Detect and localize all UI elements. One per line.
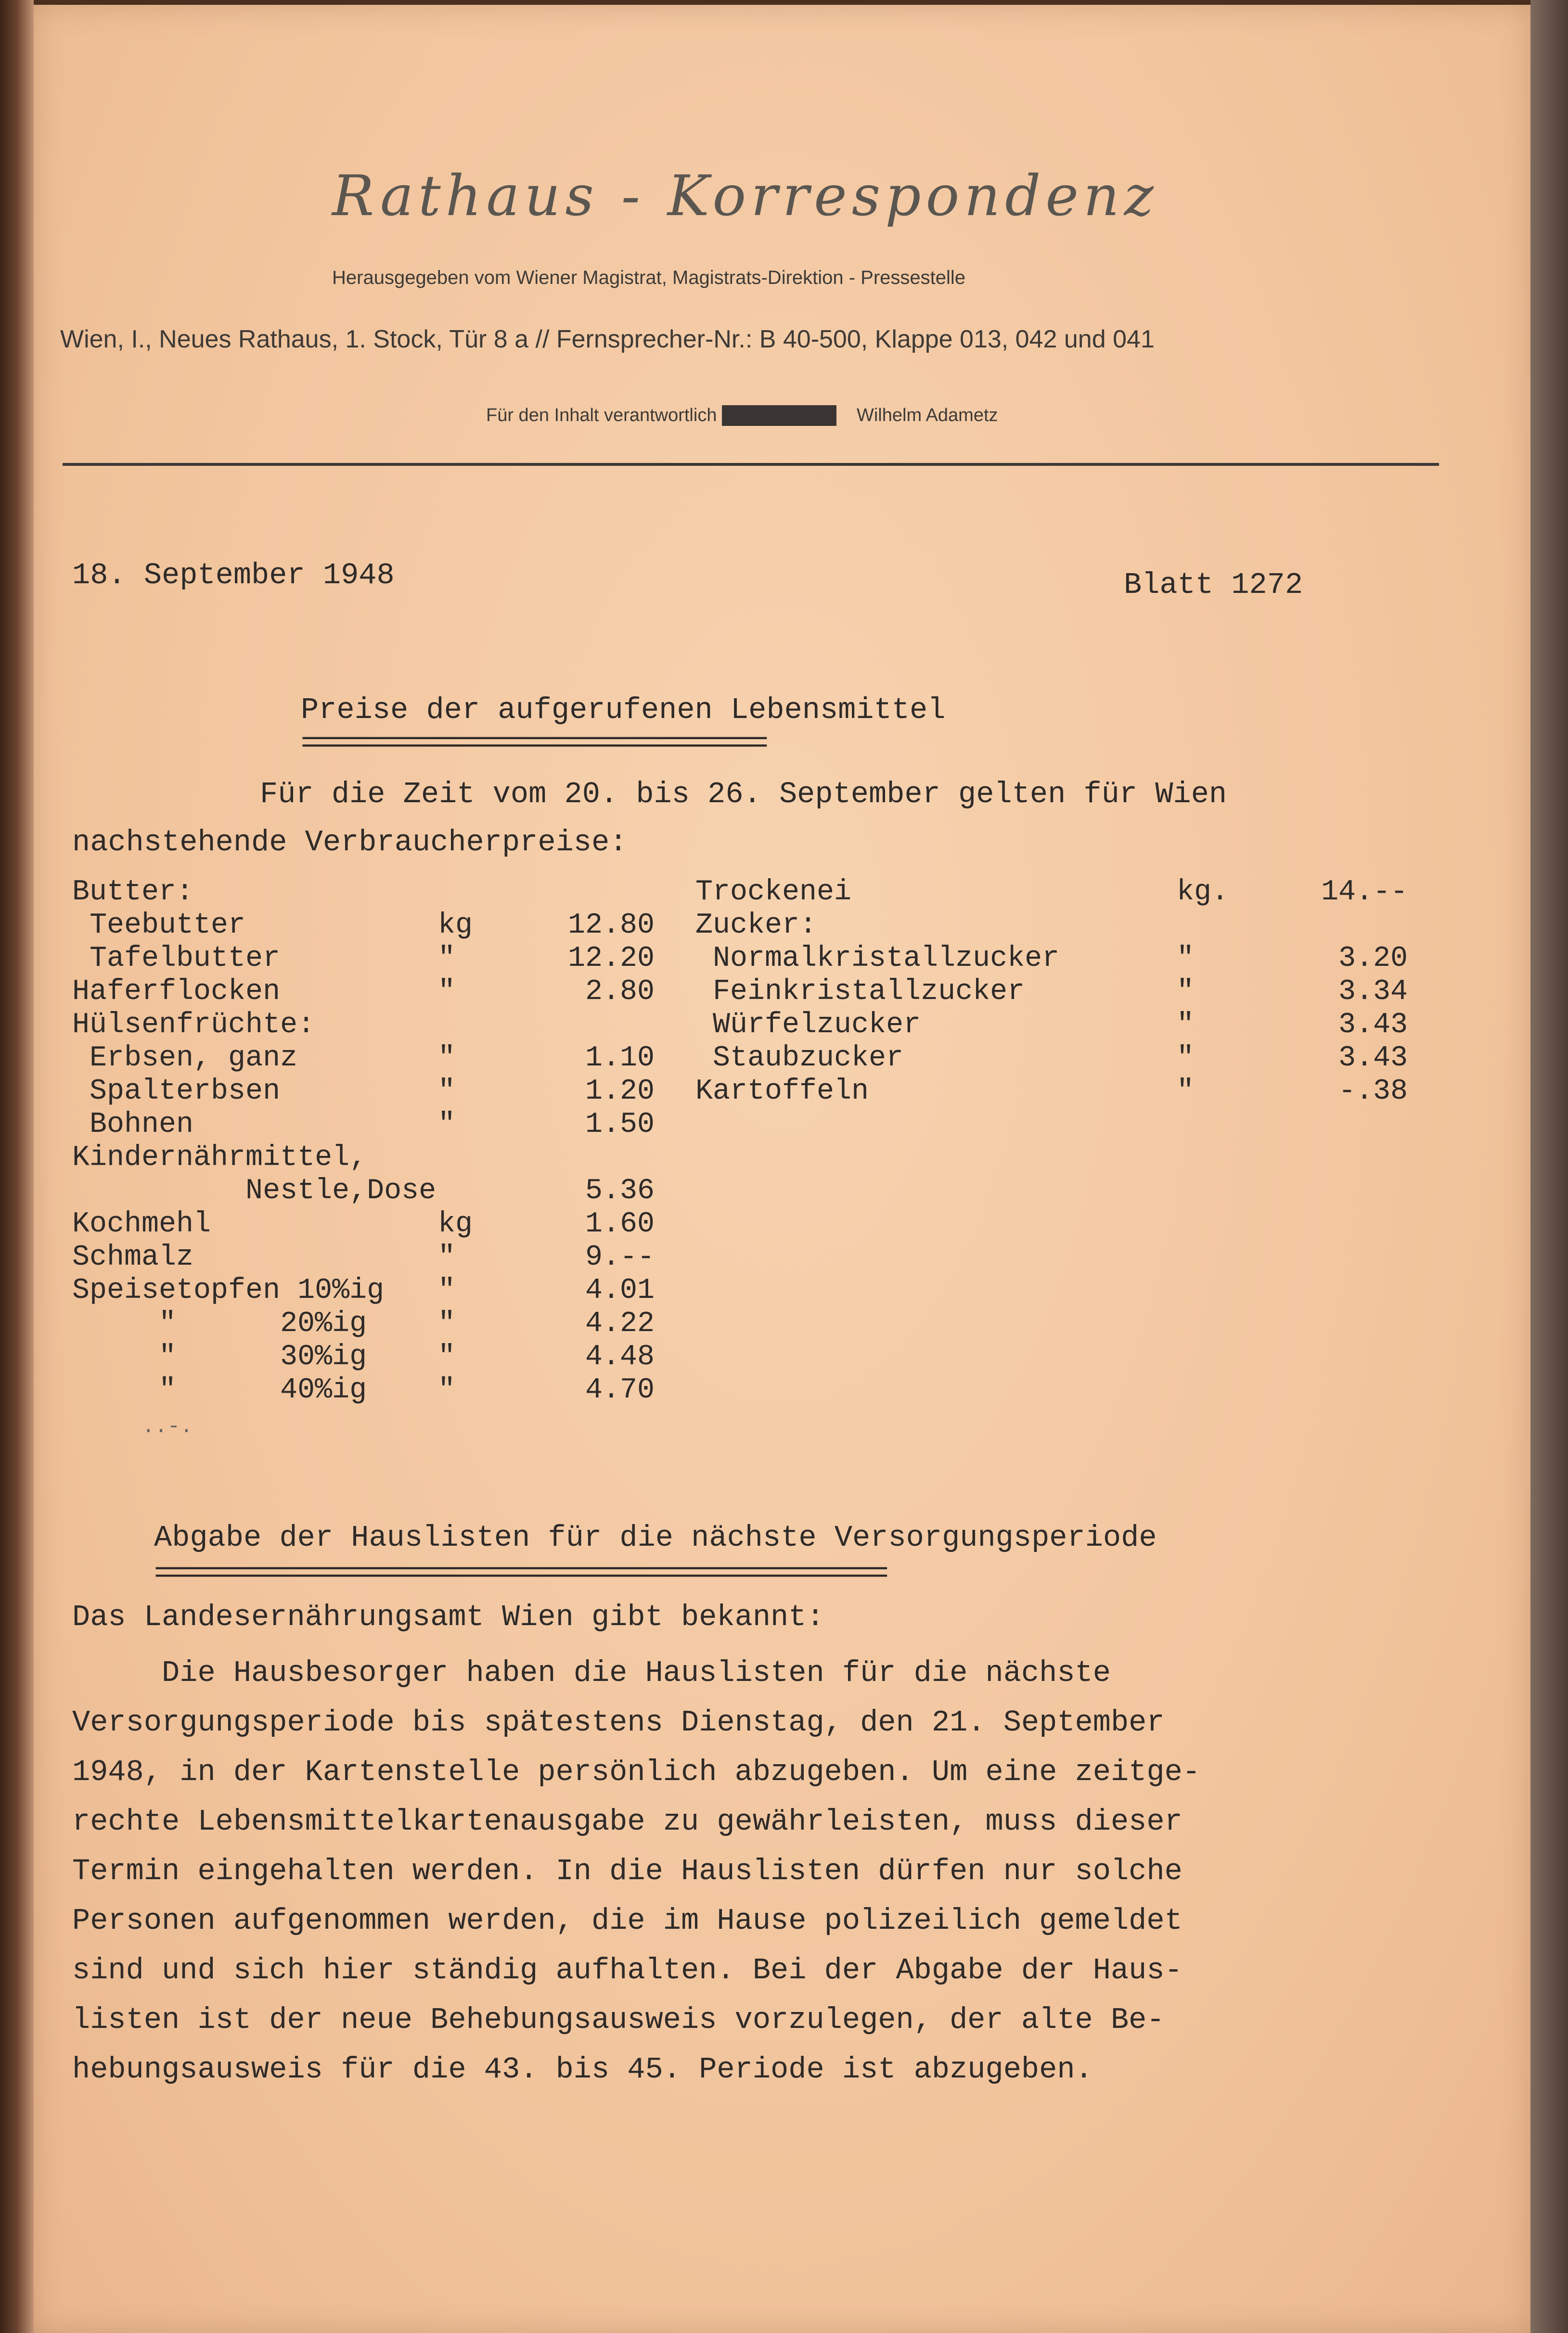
sheet-number: Blatt 1272 (1124, 568, 1303, 602)
stray-marks: ..‑. (142, 1415, 193, 1439)
item-price: 4.01 (585, 1274, 655, 1307)
item-name: " 30%ig (72, 1341, 367, 1373)
item-price: 1.10 (585, 1042, 655, 1075)
item-unit: " (1177, 1075, 1195, 1108)
item-unit: " (438, 1108, 456, 1141)
item-unit: " (438, 1308, 456, 1340)
item-unit: " (1177, 1042, 1195, 1075)
item-price: 4.70 (585, 1374, 655, 1407)
item-price: 12.80 (567, 909, 655, 942)
item-name: Würfelzucker (695, 1009, 921, 1041)
document-page (34, 5, 1530, 2333)
body-line: listen ist der neue Behebungsausweis vorzulegen, der alte Be- (72, 2003, 1165, 2037)
body-line: 1948, in der Kartenstelle persönlich abzugeben. Um eine zeitge- (72, 1755, 1200, 1789)
item-name: Erbsen, ganz (72, 1042, 298, 1075)
responsible-label: Für den Inhalt verantwortlich (486, 405, 717, 425)
item-name: Schmalz (72, 1241, 194, 1274)
body-line: Die Hausbesorger haben die Hauslisten für die nächste (72, 1656, 1111, 1690)
item-unit: " (438, 1374, 456, 1407)
section2-heading: Abgabe der Hauslisten für die nächste Versorgungsperiode (154, 1521, 1157, 1555)
item-name: Zucker: (695, 909, 817, 942)
section2-body (72, 1648, 1200, 2094)
masthead-publisher: Herausgegeben vom Wiener Magistrat, Magistrats-Direktion - Pressestelle (332, 267, 966, 288)
item-unit: " (438, 1274, 456, 1307)
masthead-address: Wien, I., Neues Rathaus, 1. Stock, Tür 8 a // Fernsprecher-Nr.: B 40-500, Klappe 013, 042 und 041 (60, 325, 1155, 353)
item-unit: " (438, 1075, 456, 1108)
item-price: 2.80 (585, 975, 655, 1008)
item-name: Staubzucker (695, 1042, 904, 1075)
body-line: hebungsausweis für die 43. bis 45. Periode ist abzugeben. (72, 2052, 1093, 2087)
item-name: Butter: (72, 876, 194, 909)
body-line: rechte Lebensmittelkartenausgabe zu gewährleisten, muss dieser (72, 1805, 1182, 1839)
item-price: 3.43 (1338, 1009, 1408, 1041)
item-unit: " (1177, 975, 1195, 1008)
item-unit: " (438, 975, 456, 1008)
item-name: Haferflocken (72, 975, 281, 1008)
redaction-bar: Hans Riemer (722, 405, 836, 426)
item-unit: kg. (1177, 876, 1229, 909)
item-price: 3.20 (1338, 942, 1408, 975)
item-price: 4.22 (585, 1308, 655, 1340)
section2-underline: ==================================================== (154, 1557, 885, 1591)
item-name: Nestle,Dose (72, 1175, 437, 1207)
item-price: 3.34 (1338, 975, 1408, 1008)
item-name: Speisetopfen 10%ig (72, 1274, 385, 1307)
book-spine (0, 0, 34, 2333)
item-name: Tafelbutter (72, 942, 281, 975)
item-name: Hülsenfrüchte: (72, 1009, 315, 1041)
item-unit: " (1177, 942, 1195, 975)
body-line: Personen aufgenommen werden, die im Hause polizeilich gemeldet (72, 1904, 1182, 1938)
section2-lead: Das Landesernährungsamt Wien gibt bekannt: (72, 1600, 824, 1634)
section1-heading: Preise der aufgerufenen Lebensmittel (301, 693, 946, 727)
item-price: 4.48 (585, 1341, 655, 1373)
item-price: 12.20 (567, 942, 655, 975)
item-unit: " (438, 1341, 456, 1373)
masthead-rule (63, 463, 1439, 466)
item-unit: kg (438, 909, 473, 942)
item-name: Bohnen (72, 1108, 194, 1141)
section1-intro-1: Für die Zeit vom 20. bis 26. September gelten für Wien (260, 777, 1227, 811)
section1-intro-2: nachstehende Verbraucherpreise: (72, 825, 628, 859)
item-name: " 20%ig (72, 1308, 367, 1340)
item-unit: " (438, 1042, 456, 1075)
document-date: 18. September 1948 (72, 558, 395, 592)
item-name: Kochmehl (72, 1208, 211, 1241)
body-line: Versorgungsperiode bis spätestens Dienstag, den 21. September (72, 1705, 1165, 1740)
item-name: Kartoffeln (695, 1075, 869, 1108)
item-price: 1.20 (585, 1075, 655, 1108)
item-name: Normalkristallzucker (695, 942, 1060, 975)
item-unit: " (438, 1241, 456, 1274)
item-name: " 40%ig (72, 1374, 367, 1407)
item-name: Spalterbsen (72, 1075, 281, 1108)
item-name: Feinkristallzucker (695, 975, 1025, 1008)
item-price: -.38 (1338, 1075, 1408, 1108)
item-price: 1.50 (585, 1108, 655, 1141)
item-name: Trockenei (695, 876, 852, 909)
body-line: sind und sich hier ständig aufhalten. Bei der Abgabe der Haus- (72, 1953, 1182, 1987)
responsible-name: Wilhelm Adametz (856, 405, 998, 425)
item-unit: kg (438, 1208, 473, 1241)
item-price: 5.36 (585, 1175, 655, 1207)
item-unit: " (1177, 1009, 1195, 1041)
item-price: 14.-- (1321, 876, 1408, 909)
item-price: 1.60 (585, 1208, 655, 1241)
item-name: Teebutter (72, 909, 246, 942)
masthead-responsible (486, 405, 998, 426)
item-unit: " (438, 942, 456, 975)
body-line: Termin eingehalten werden. In die Hauslisten dürfen nur solche (72, 1854, 1182, 1888)
section1-underline: ================================= (301, 727, 765, 761)
masthead-title: Rathaus - Korrespondenz (332, 164, 1158, 229)
page-edge (1530, 0, 1568, 2333)
item-price: 3.43 (1338, 1042, 1408, 1075)
item-name: Kindernährmittel, (72, 1141, 367, 1174)
item-price: 9.-- (585, 1241, 655, 1274)
